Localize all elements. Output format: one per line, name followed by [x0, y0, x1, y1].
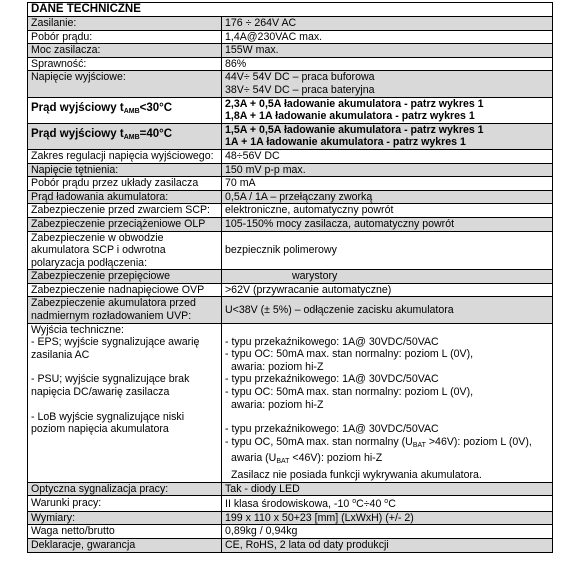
table-row	[28, 297, 553, 323]
row-value: U<38V (± 5%) – odłączenie zacisku akumulatora	[222, 297, 553, 323]
label-text: Prąd wyjściowy t	[31, 101, 124, 114]
technical-data-table-wrapper	[27, 2, 552, 553]
value-subscript: BAT	[276, 458, 290, 466]
value-line: awaria: poziom hi-Z	[231, 360, 324, 373]
value-line: 1A + 1A ładowanie akumulatora - patrz wykres 1	[225, 136, 466, 149]
table-row	[28, 283, 553, 297]
value-line: - typu przekaźnikowego: 1A@ 30VDC/50VAC	[225, 373, 439, 386]
table-header-row	[28, 3, 553, 17]
row-value: Tak - diody LED	[222, 482, 553, 496]
row-value: 155W max.	[222, 44, 553, 58]
row-value: 105-150% mocy zasilacza, automatyczny powrót	[222, 217, 553, 231]
row-label: Deklaracje, gwarancja	[28, 538, 222, 552]
row-value: 86%	[222, 57, 553, 71]
row-value: >62V (przywracanie automatyczne)	[222, 283, 553, 297]
row-label: Pobór prądu:	[28, 30, 222, 44]
row-value: 0,89kg / 0,94kg	[222, 525, 553, 539]
value-text: C÷40	[356, 498, 385, 511]
label-line: - PSU; wyjście sygnalizujące brak	[31, 373, 190, 386]
table-row	[28, 44, 553, 58]
value-text: C	[388, 498, 396, 511]
row-value	[222, 123, 553, 149]
technical-data-table	[27, 2, 553, 553]
label-text: Prąd wyjściowy t	[31, 128, 124, 141]
label-text: <30°C	[139, 101, 173, 114]
row-value: 199 x 110 x 50+23 [mm] (LxWxH) (+/- 2)	[222, 511, 553, 525]
row-label: Wymiary:	[28, 511, 222, 525]
table-row	[28, 71, 553, 97]
value-superscript: o	[352, 498, 357, 506]
row-label: Zabezpieczenie nadnapięciowe OVP	[28, 283, 222, 297]
table-row	[28, 57, 553, 71]
table-row-technical-outputs	[28, 323, 553, 482]
table-row	[28, 30, 553, 44]
label-line: polaryzacja podłączenia:	[31, 256, 148, 269]
row-label	[28, 97, 222, 123]
value-line: Zasilacz nie posiada funkcji wykrywania akumulatora.	[231, 469, 482, 481]
row-value: elektroniczne, automatyczny powrót	[222, 204, 553, 218]
row-label: Zakres regulacji napięcia wyjściowego:	[28, 149, 222, 163]
row-value: 0,5A / 1A – przełączany zworką	[222, 190, 553, 204]
value-text: <46V): poziom hi-Z	[289, 452, 383, 465]
row-label: Zabezpieczenie przed zwarciem SCP:	[28, 204, 222, 218]
value-superscript: o	[384, 498, 389, 506]
row-label: Zabezpieczenie przeciążeniowe OLP	[28, 217, 222, 231]
label-line: napięcia DC/awarię zasilacza	[31, 386, 170, 399]
value-line: 44V÷ 54V DC – praca buforowa	[225, 71, 375, 84]
row-label	[28, 123, 222, 149]
row-value	[222, 496, 553, 512]
label-line: - EPS; wyjście sygnalizujące awarię	[31, 336, 200, 349]
row-value: bezpiecznik polimerowy	[222, 231, 553, 270]
row-value: 70 mA	[222, 177, 553, 191]
row-label: Zabezpieczenie przepięciowe	[28, 270, 222, 284]
value-text: warystory	[292, 270, 338, 283]
table-row	[28, 163, 553, 177]
label-subscript: AMB	[123, 134, 140, 142]
label-line: Zabezpieczenie w obwodzie	[31, 231, 164, 244]
row-value: 48÷56V DC	[222, 149, 553, 163]
table-row	[28, 204, 553, 218]
row-value	[222, 323, 553, 482]
row-value: 150 mV p-p max.	[222, 163, 553, 177]
value-line	[225, 436, 549, 453]
table-row	[28, 231, 553, 270]
value-text: awaria (U	[231, 452, 277, 465]
value-subscript: BAT	[412, 441, 426, 449]
row-label	[28, 231, 222, 270]
label-line: akumulatora SCP i odwrotna	[31, 244, 166, 257]
value-line: 2,3A + 0,5A ładowanie akumulatora - patrz wykres 1	[225, 97, 484, 110]
value-text: II klasa środowiskowa, -10	[225, 498, 353, 511]
row-label: Prąd ładowania akumulatora:	[28, 190, 222, 204]
row-label	[28, 297, 222, 323]
value-line: - typu OC: 50mA max. stan normalny: poziom L (0V),	[225, 348, 474, 361]
row-value	[222, 270, 553, 284]
label-line: zasilania AC	[31, 348, 90, 361]
table-row	[28, 538, 553, 552]
label-line: nadmiernym rozładowaniem UVP:	[31, 310, 192, 323]
row-label: Optyczna sygnalizacja pracy:	[28, 482, 222, 496]
label-line: Zabezpieczenie akumulatora przed	[31, 297, 196, 310]
row-value: 176 ÷ 264V AC	[222, 17, 553, 31]
label-line: Wyjścia techniczne:	[31, 323, 124, 336]
value-line: - typu przekaźnikowego: 1A@ 30VDC/50VAC	[225, 423, 439, 436]
row-value	[222, 71, 553, 97]
label-line: - LoB wyjście sygnalizujące niski	[31, 410, 185, 423]
table-row	[28, 123, 553, 149]
table-row	[28, 482, 553, 496]
value-line: 1,8A + 1A ładowanie akumulatora - patrz wykres 1	[225, 110, 475, 123]
row-label: Waga netto/brutto	[28, 525, 222, 539]
table-row	[28, 217, 553, 231]
value-text: >46V): poziom L (0V),	[425, 435, 532, 448]
value-line: awaria: poziom hi-Z	[231, 398, 324, 411]
row-value: 1,4A@230VAC max.	[222, 30, 553, 44]
value-line: 38V÷ 54V DC – praca bateryjna	[225, 83, 375, 96]
label-text: =40°C	[139, 128, 173, 141]
table-row	[28, 190, 553, 204]
table-row	[28, 17, 553, 31]
value-line: 1,5A + 0,5A ładowanie akumulatora - patrz wykres 1	[225, 123, 484, 136]
row-label: Moc zasilacza:	[28, 44, 222, 58]
table-row	[28, 496, 553, 512]
value-line: - typu OC: 50mA max. stan normalny: poziom L (0V),	[225, 386, 474, 399]
row-value	[222, 97, 553, 123]
row-label: Sprawność:	[28, 57, 222, 71]
row-label: Pobór prądu przez układy zasilacza	[28, 177, 222, 191]
value-text: - typu OC, 50mA max. stan normalny (U	[225, 435, 413, 448]
table-row	[28, 511, 553, 525]
row-label: Warunki pracy:	[28, 496, 222, 512]
label-subscript: AMB	[123, 107, 140, 115]
row-label: Napięcie wyjściowe:	[28, 71, 222, 97]
row-value: CE, RoHS, 2 lata od daty produkcji	[222, 538, 553, 552]
row-label: Zasilanie:	[28, 17, 222, 31]
table-row	[28, 149, 553, 163]
table-row	[28, 177, 553, 191]
table-row	[28, 525, 553, 539]
table-row	[28, 97, 553, 123]
table-row	[28, 270, 553, 284]
value-line: - typu przekaźnikowego: 1A@ 30VDC/50VAC	[225, 335, 439, 348]
value-line	[225, 452, 549, 469]
label-line: poziom napięcia akumulatora	[31, 423, 169, 436]
row-label	[28, 323, 222, 482]
table-title: DANE TECHNICZNE	[28, 3, 553, 17]
row-label: Napięcie tętnienia:	[28, 163, 222, 177]
